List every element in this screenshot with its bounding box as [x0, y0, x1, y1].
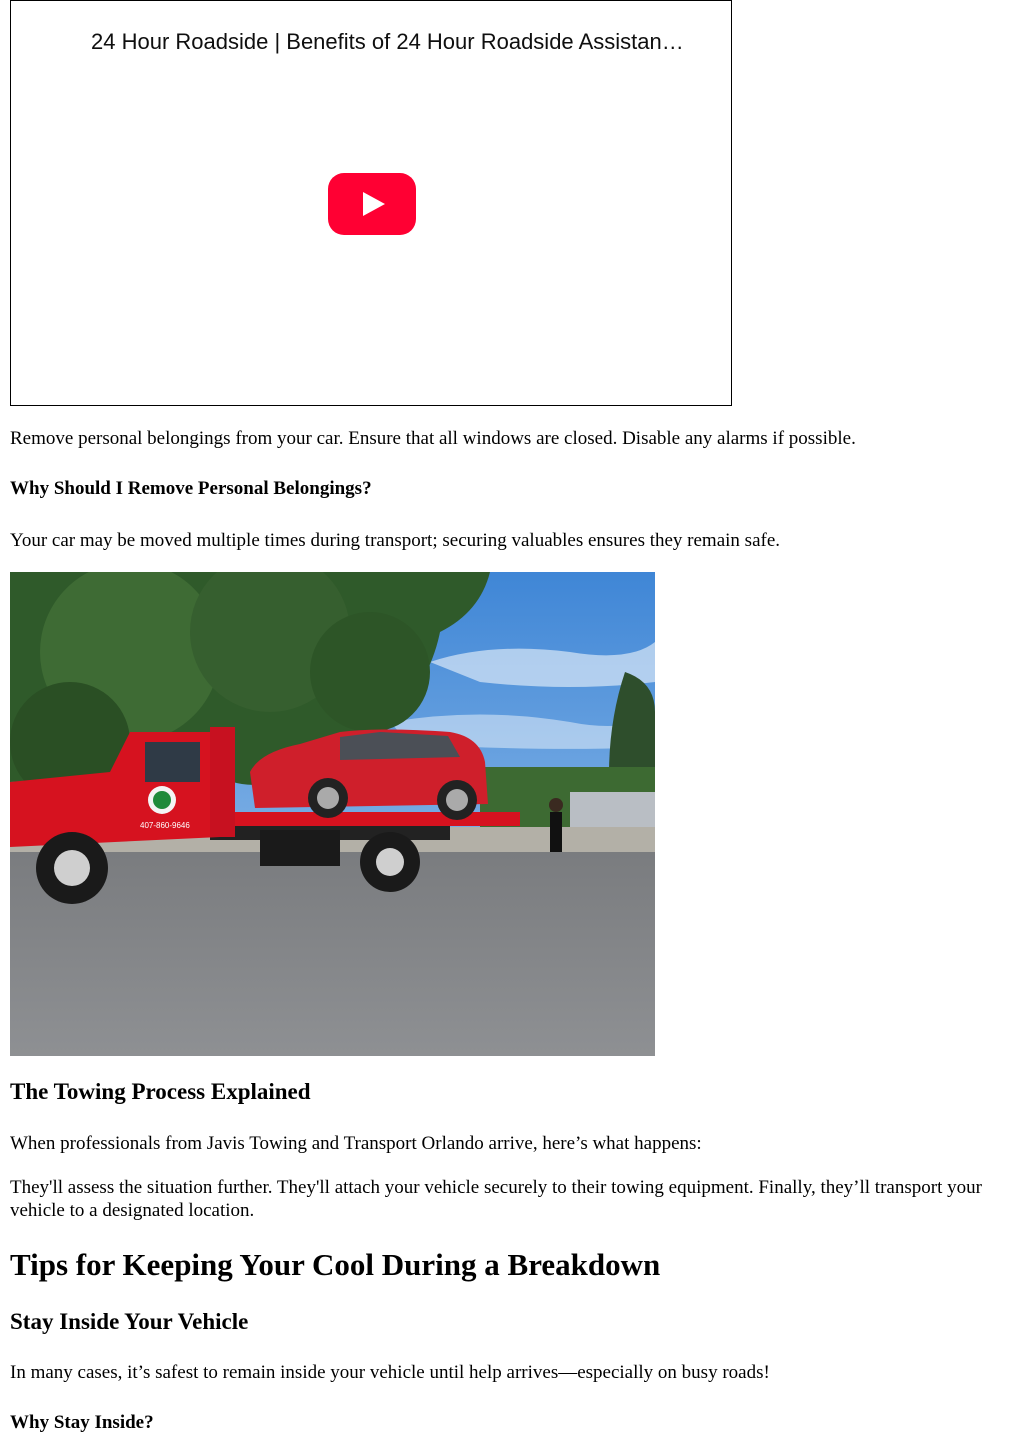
tow-truck-photo	[10, 572, 655, 1056]
video-embed[interactable]	[10, 0, 732, 406]
heading-stay-inside-vehicle: Stay Inside Your Vehicle	[10, 1309, 249, 1334]
play-button[interactable]	[328, 173, 416, 235]
paragraph-professionals-arrive: When professionals from Javis Towing and Transport Orlando arrive, here’s what happens:	[10, 1133, 702, 1154]
paragraph-moved-multiple-times: Your car may be moved multiple times during transport; securing valuables ensures they remain safe.	[10, 530, 781, 551]
truck-phone-number: 407-860-9646	[140, 821, 190, 830]
paragraph-assess-attach-transport: They'll assess the situation further. They'll attach your vehicle securely to their towing equipment. Finally, they’ll transport your vehicle to a designated location.	[10, 1177, 982, 1221]
video-title[interactable]: 24 Hour Roadside | Benefits of 24 Hour Roadside Assistan…	[91, 29, 684, 54]
heading-tips-keeping-cool: Tips for Keeping Your Cool During a Breakdown	[10, 1247, 661, 1282]
heading-why-remove-belongings: Why Should I Remove Personal Belongings?	[10, 478, 372, 499]
paragraph-safest-remain-inside: In many cases, it’s safest to remain inside your vehicle until help arrives—especially on busy roads!	[10, 1362, 770, 1383]
youtube-play-icon	[363, 192, 385, 216]
heading-towing-process: The Towing Process Explained	[10, 1079, 311, 1104]
heading-why-stay-inside: Why Stay Inside?	[10, 1412, 154, 1433]
paragraph-remove-belongings: Remove personal belongings from your car. Ensure that all windows are closed. Disable any alarms if possible.	[10, 428, 856, 449]
